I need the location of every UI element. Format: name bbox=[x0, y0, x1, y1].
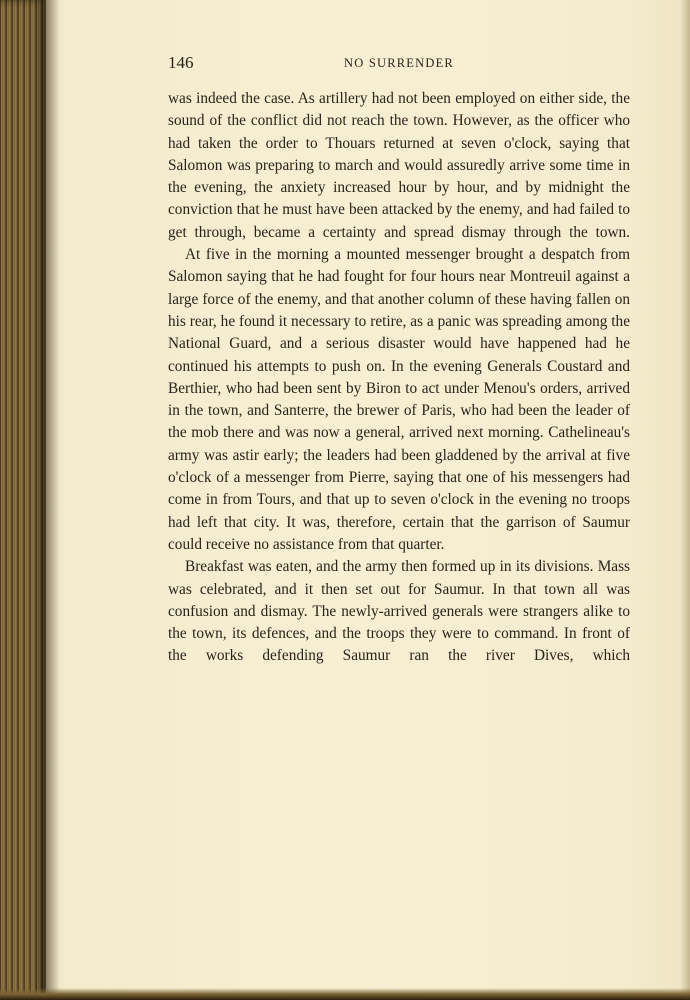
paragraph-2: At five in the morning a mounted messenger brought a despatch from Salomon saying that he had fought for four hours near Montreuil against a large force of the enemy, and that another column of these having fallen on his rear, he found it necessary to retire, as a panic was spreading among the National Guard, and a serious disaster would have happened had he continued his attempts to push on. In the evening Generals Coustard and Berthier, who had been sent by Biron to act under Menou's orders, arrived in the town, and Santerre, the brewer of Paris, who had been the leader of the mob there and was now a general, arrived next morning. Cathelineau's army was astir early; the leaders had been gladdened by the arrival at five o'clock of a messenger from Pierre, saying that one of his messengers had come in from Tours, and that up to seven o'clock in the evening no troops had left that city. It was, therefore, certain that the garrison of Saumur could receive no assistance from that quarter. bbox=[168, 246, 630, 553]
page-stack-edges bbox=[0, 0, 46, 1000]
paragraph-3: Breakfast was eaten, and the army then formed up in its divisions. Mass was celebrated, and it then set out for Saumur. In that town all was confusion and dismay. The newly-arrived generals were strangers alike to the town, its defences, and the troops they were to command. In front of the works defending Saumur ran the river Dives, which bbox=[168, 558, 630, 665]
body-text bbox=[168, 88, 630, 668]
running-head bbox=[168, 50, 630, 74]
page-bottom-edge bbox=[0, 988, 690, 1000]
running-title: NO SURRENDER bbox=[344, 56, 454, 70]
paragraph-1: was indeed the case. As artillery had not been employed on either side, the sound of the conflict did not reach the town. However, as the officer who had taken the order to Thouars returned at seven o'clock, saying that Salomon was preparing to march and would assuredly arrive some time in the evening, the anxiety increased hour by hour, and by midnight the conviction that he must have been attacked by the enemy, and had failed to get through, became a certainty and spread dismay through the town. bbox=[168, 90, 630, 241]
page-right-shade bbox=[680, 0, 690, 1000]
page-number: 146 bbox=[168, 53, 194, 72]
binding-gutter bbox=[46, 0, 60, 1000]
